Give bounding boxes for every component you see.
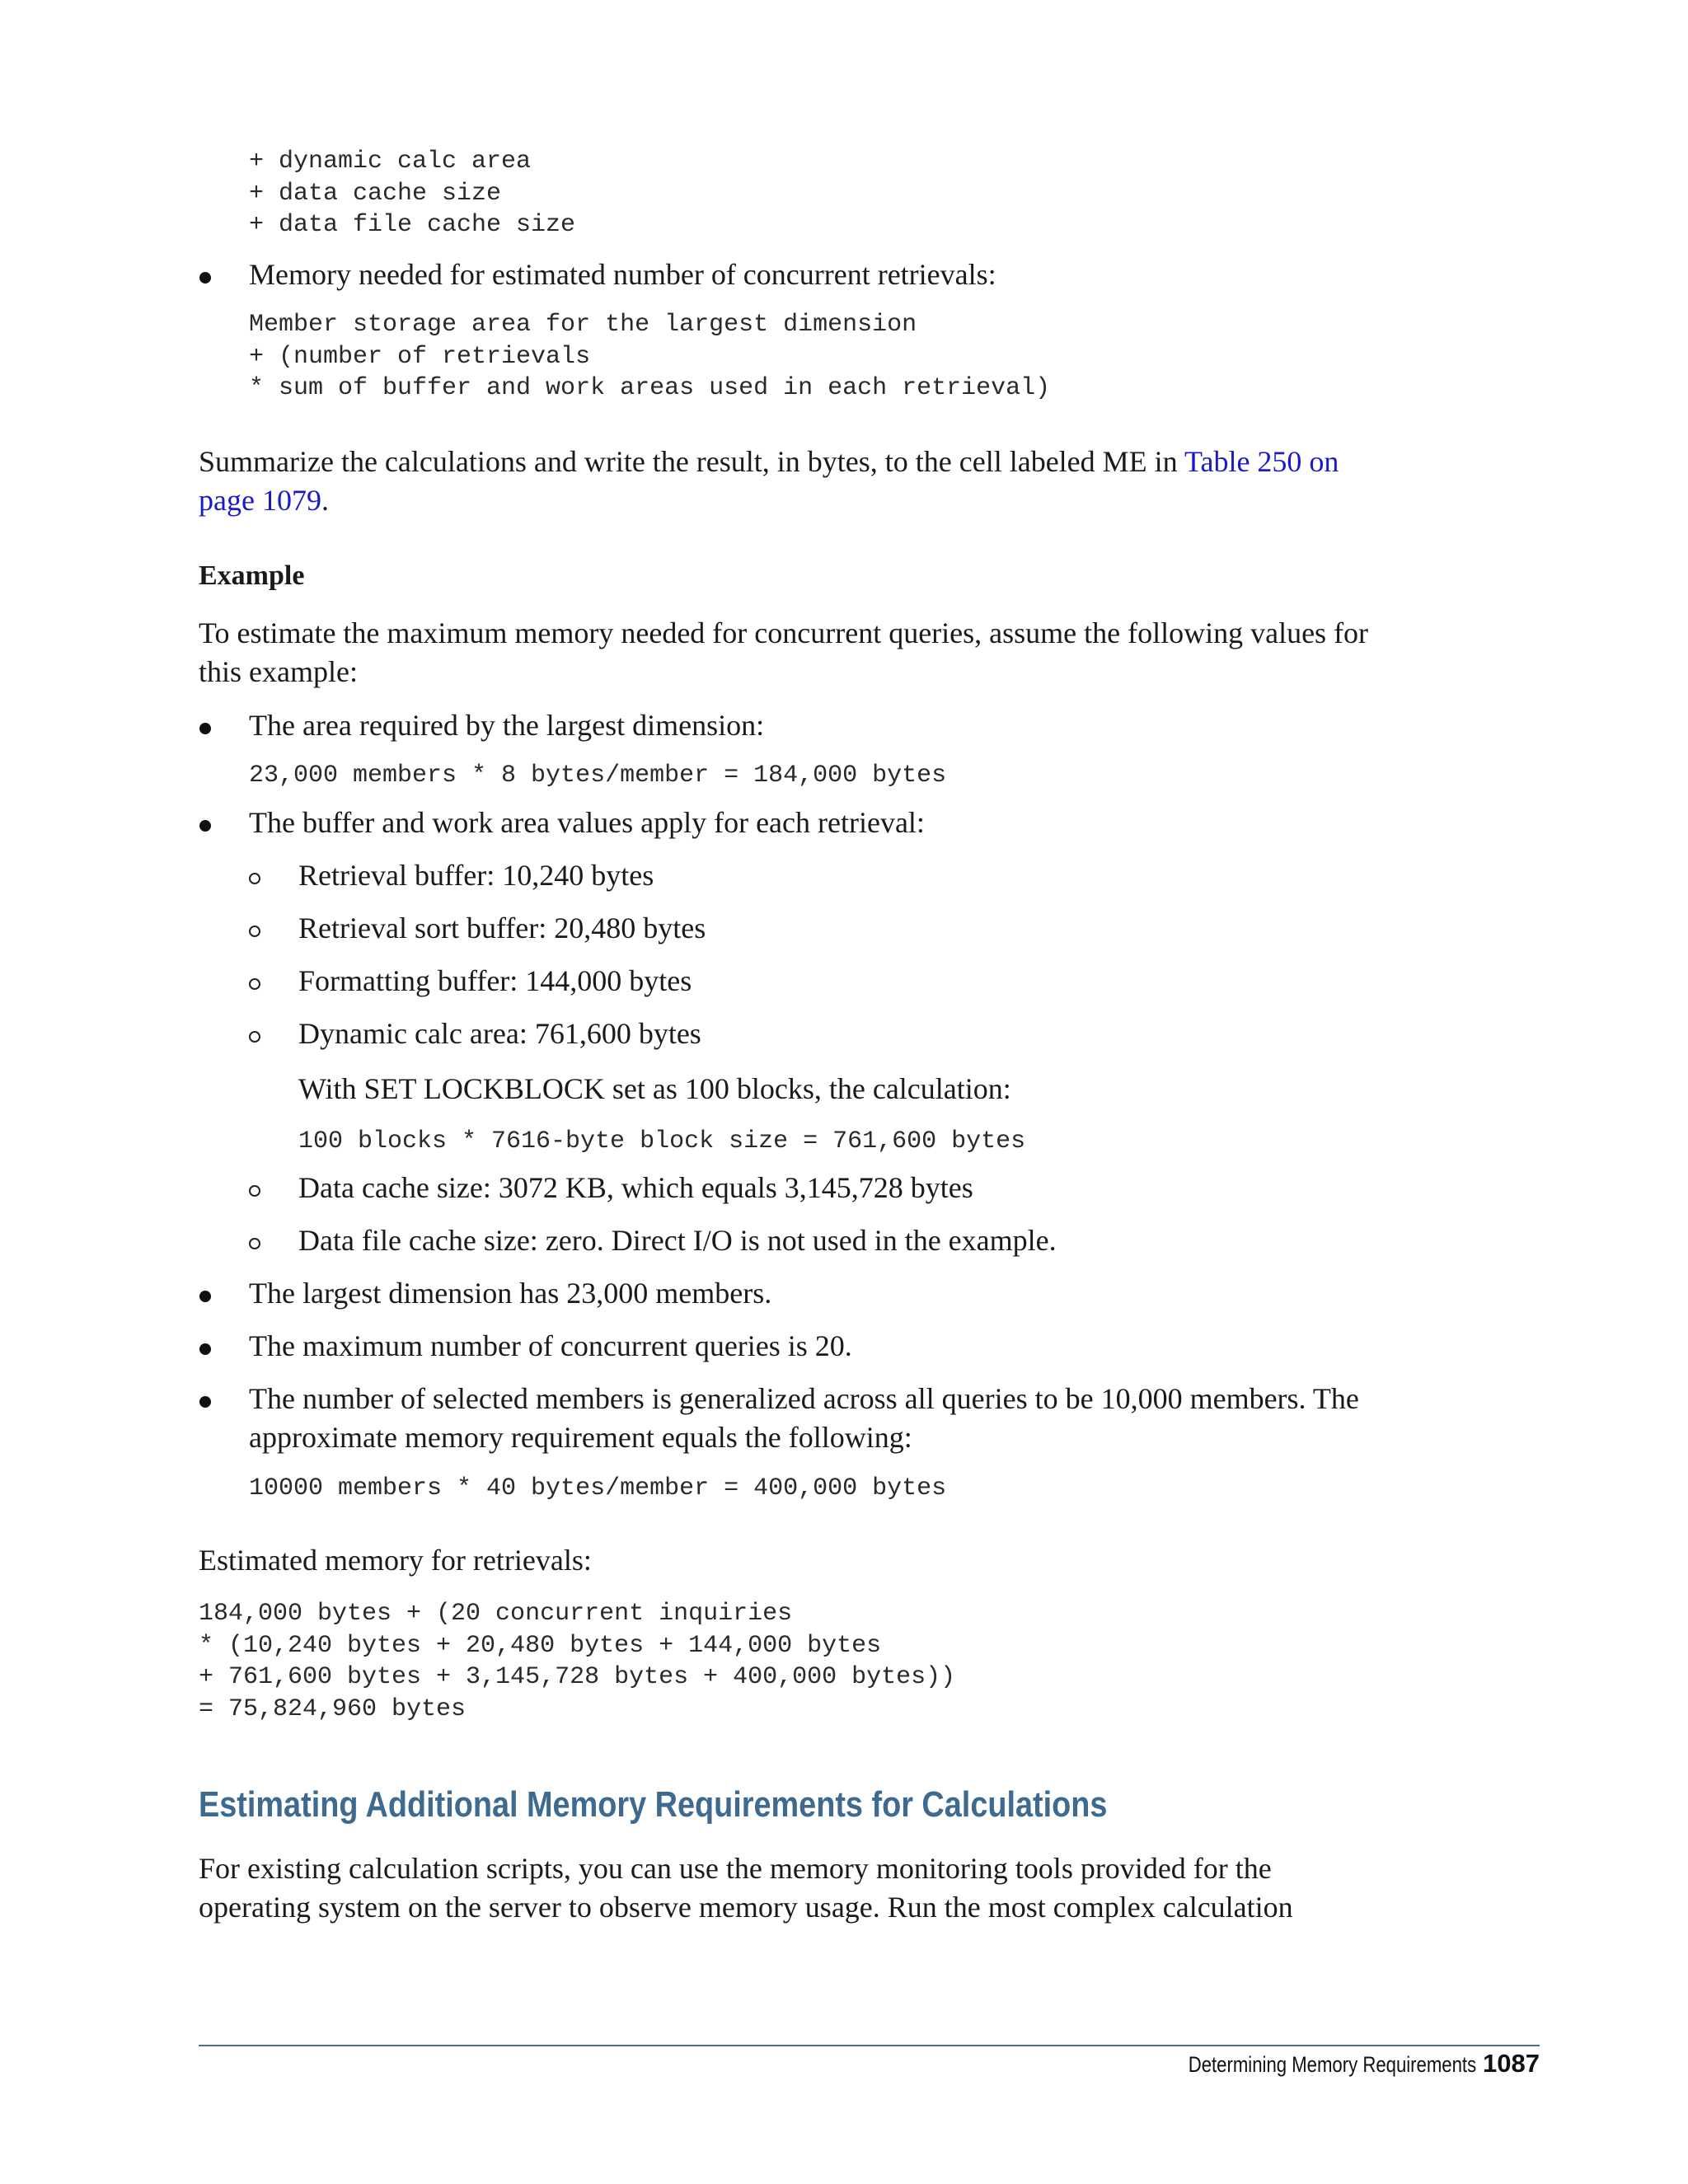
summarize-text: Summarize the calculations and write the result, in bytes, to the cell labeled ME in [199,445,1184,478]
section-title: Estimating Additional Memory Requirements for Calculations [199,1784,1108,1825]
table-250-link[interactable]: Table 250 on page 1079 [199,445,1339,517]
lockblock-text: With SET LOCKBLOCK set as 100 blocks, the calculation: [298,1072,1011,1105]
bullet-dot [199,272,211,284]
sub-bullet-circle [249,978,260,990]
sub-retrieval-buffer: Retrieval buffer: 10,240 bytes [298,859,654,892]
bullet-area-text: The area required by the largest dimension: [249,709,765,742]
estimated-label: Estimated memory for retrievals: [199,1544,592,1577]
sub-bullet-circle [249,926,260,937]
code-selected: 10000 members * 40 bytes/member = 400,000 bytes [249,1474,947,1502]
example-intro: To estimate the maximum memory needed for concurrent queries, assume the following values for this example: [199,616,1369,688]
sub-data-cache-size: Data cache size: 3072 KB, which equals 3,145,728 bytes [298,1171,973,1204]
sub-bullet-circle [249,1238,260,1249]
footer [1125,2049,1540,2079]
section-body: For existing calculation scripts, you can use the memory monitoring tools provided for the operating system on the server to observe memory usage. Run the most complex calculation [199,1852,1293,1924]
bullet-dot [199,1291,211,1302]
example-heading: Example [199,560,305,591]
sub-bullet-circle [249,1185,260,1197]
bullet-dot [199,820,211,832]
code-lockblock: 100 blocks * 7616-byte block size = 761,600 bytes [298,1127,1026,1155]
footer-rule [199,2045,1540,2046]
sub-bullet-circle [249,873,260,884]
bullet-buffer-text: The buffer and work area values apply for each retrieval: [249,806,925,839]
footer-page-number: 1087 [1483,2049,1540,2078]
sub-data-file-cache-size: Data file cache size: zero. Direct I/O is not used in the example. [298,1224,1057,1257]
sub-formatting-buffer: Formatting buffer: 144,000 bytes [298,964,692,997]
bullet-maxq-text: The maximum number of concurrent queries is 20. [249,1329,852,1362]
bullet-selected-text: The number of selected members is generalized across all queries to be 10,000 members. The approximate memory requirement equals the following: [249,1382,1359,1454]
sub-retrieval-sort-buffer: Retrieval sort buffer: 20,480 bytes [298,912,706,944]
code-block-top: + dynamic calc area + data cache size + data file cache size [249,148,576,239]
sub-bullet-circle [249,1031,260,1043]
summarize-period: . [321,484,329,517]
bullet-concurrent-text: Memory needed for estimated number of concurrent retrievals: [249,258,996,291]
bullet-dot [199,723,211,734]
bullet-dot [199,1396,211,1408]
code-block-concurrent: Member storage area for the largest dimension + (number of retrievals * sum of buffer and work areas used in each retrieval) [249,311,1051,402]
summarize-paragraph [199,443,1369,520]
code-area: 23,000 members * 8 bytes/member = 184,000 bytes [249,762,947,790]
bullet-dot [199,1343,211,1355]
footer-title: Determining Memory Requirements [1188,2052,1477,2077]
bullet-largest-text: The largest dimension has 23,000 members. [249,1277,772,1310]
code-estimated: 184,000 bytes + (20 concurrent inquiries * (10,240 bytes + 20,480 bytes + 144,000 bytes + 761,600 bytes + 3,145,728 bytes + 400,000 bytes)) = 75,824,960 bytes [199,1600,956,1723]
sub-dynamic-calc-area: Dynamic calc area: 761,600 bytes [298,1017,701,1050]
